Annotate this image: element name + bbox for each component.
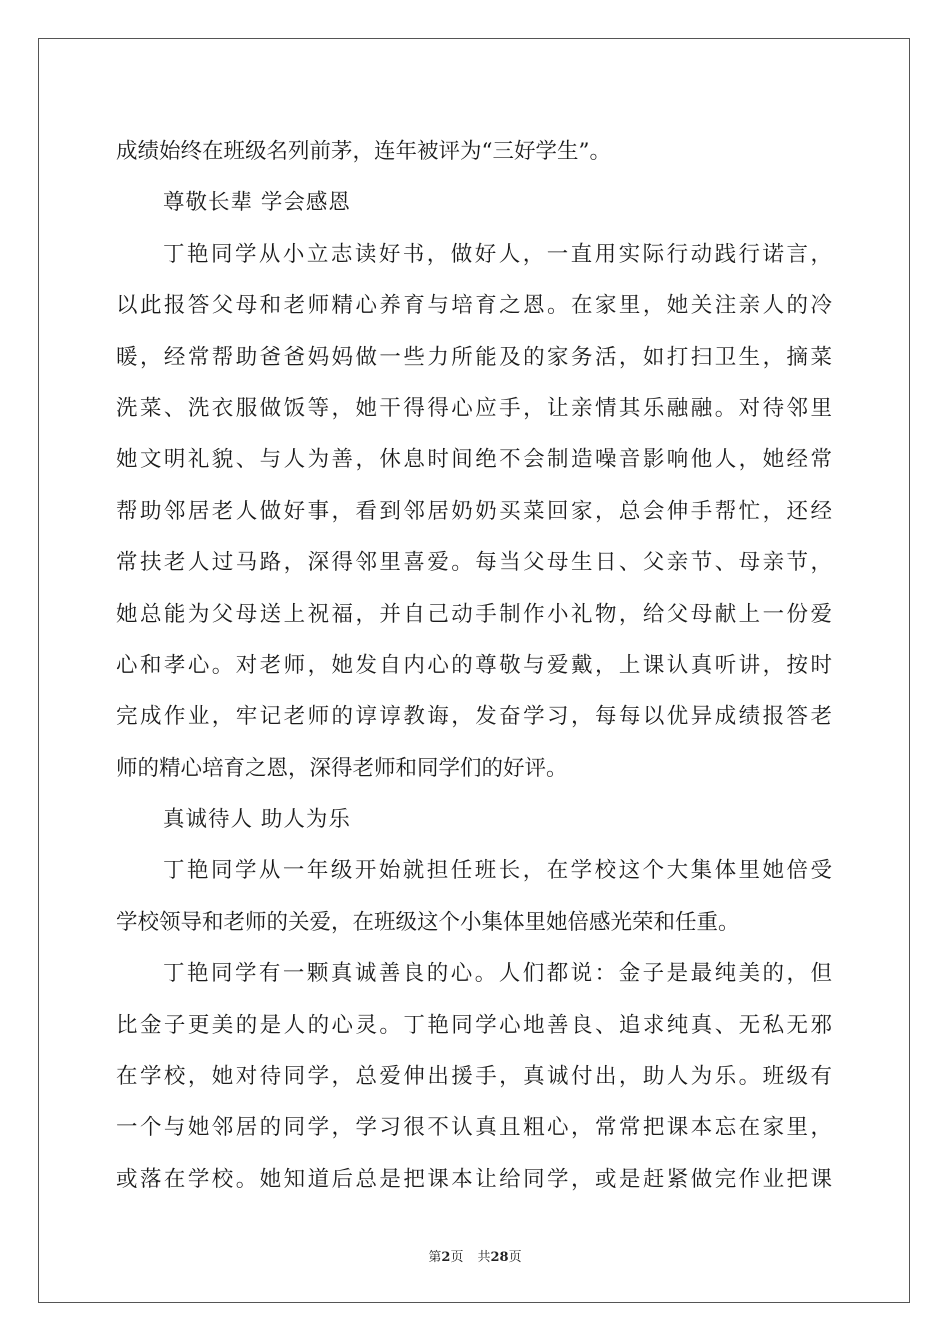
paragraph-line: 常扶老人过马路，深得邻里喜爱。每当父母生日、父亲节、母亲节， — [116, 550, 832, 576]
total-pages: 28 — [490, 1250, 509, 1265]
paragraph-line: 比金子更美的是人的心灵。丁艳同学心地善良、追求纯真、无私无邪 — [116, 1012, 832, 1038]
paragraph-line: 洗菜、洗衣服做饭等，她干得得心应手，让亲情其乐融融。对待邻里 — [116, 395, 832, 421]
paragraph-line: 暖，经常帮助爸爸妈妈做一些力所能及的家务活，如打扫卫生，摘菜 — [116, 344, 832, 370]
paragraph-line: 一个与她邻居的同学，学习很不认真且粗心，常常把课本忘在家里， — [116, 1115, 832, 1141]
paragraph-line: 学校领导和老师的关爱，在班级这个小集体里她倍感光荣和任重。 — [116, 909, 740, 935]
paragraph-line: 帮助邻居老人做好事，看到邻居奶奶买菜回家，总会伸手帮忙，还经 — [116, 498, 832, 524]
paragraph-line: 她总能为父母送上祝福，并自己动手制作小礼物，给父母献上一份爱 — [116, 601, 832, 627]
paragraph-line: 丁艳同学从一年级开始就担任班长，在学校这个大集体里她倍受 — [163, 858, 832, 884]
paragraph-line: 丁艳同学从小立志读好书，做好人，一直用实际行动践行诺言， — [163, 241, 832, 267]
paragraph-line: 在学校，她对待同学，总爱伸出援手，真诚付出，助人为乐。班级有 — [116, 1064, 832, 1090]
total-prefix: 共 — [477, 1250, 491, 1265]
paragraph-line: 成绩始终在班级名列前茅，连年被评为“三好学生”。 — [116, 139, 611, 164]
page-number: 2 — [441, 1250, 451, 1265]
section-heading-respect-elders: 尊敬长辈 学会感恩 — [163, 190, 351, 216]
document-body — [116, 126, 832, 1205]
section-heading-sincerity: 真诚待人 助人为乐 — [163, 807, 351, 833]
paragraph-line: 她文明礼貌、与人为善，休息时间绝不会制造噪音影响他人，她经常 — [116, 447, 832, 473]
paragraph-line: 或落在学校。她知道后总是把课本让给同学，或是赶紧做完作业把课 — [116, 1166, 832, 1192]
total-suffix: 页 — [508, 1250, 522, 1265]
paragraph-line: 完成作业，牢记老师的谆谆教诲，发奋学习，每每以优异成绩报答老 — [116, 704, 832, 730]
paragraph-line: 以此报答父母和老师精心养育与培育之恩。在家里，她关注亲人的冷 — [116, 293, 832, 319]
paragraph-line: 心和孝心。对老师，她发自内心的尊敬与爱戴，上课认真听讲，按时 — [116, 652, 832, 678]
paragraph-line: 丁艳同学有一颗真诚善良的心。人们都说：金子是最纯美的，但 — [163, 961, 832, 987]
page-footer — [0, 1246, 950, 1265]
paragraph-line: 师的精心培育之恩，深得老师和同学们的好评。 — [116, 755, 568, 781]
page-suffix: 页 — [450, 1250, 464, 1265]
page-prefix: 第 — [428, 1250, 442, 1265]
